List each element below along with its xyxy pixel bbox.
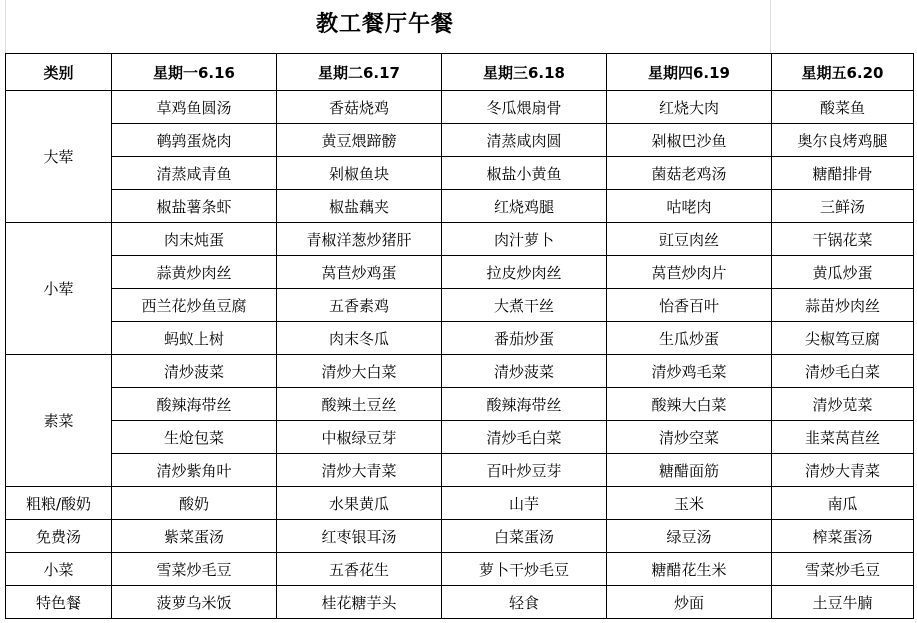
dish-cell: 糖醋排骨 bbox=[772, 157, 914, 190]
dish-cell: 清炒空菜 bbox=[607, 421, 772, 454]
dish-cell: 番茄炒蛋 bbox=[442, 322, 607, 355]
table-row bbox=[6, 256, 914, 289]
menu-table bbox=[5, 53, 914, 619]
table-row bbox=[6, 289, 914, 322]
header-cell-thursday: 星期四6.19 bbox=[607, 54, 772, 91]
dish-cell: 酸辣海带丝 bbox=[442, 388, 607, 421]
table-row bbox=[6, 157, 914, 190]
dish-cell: 黄瓜炒蛋 bbox=[772, 256, 914, 289]
dish-cell: 生瓜炒蛋 bbox=[607, 322, 772, 355]
dish-cell: 清炒毛白菜 bbox=[772, 355, 914, 388]
dish-cell: 五香素鸡 bbox=[277, 289, 442, 322]
dish-cell: 清蒸咸青鱼 bbox=[112, 157, 277, 190]
dish-cell: 剁椒巴沙鱼 bbox=[607, 124, 772, 157]
header-cell-category: 类别 bbox=[6, 54, 112, 91]
table-row bbox=[6, 190, 914, 223]
dish-cell: 蒜黄炒肉丝 bbox=[112, 256, 277, 289]
table-row bbox=[6, 223, 914, 256]
dish-cell: 清炒大青菜 bbox=[277, 454, 442, 487]
page-title: 教工餐厅午餐 bbox=[315, 12, 454, 37]
table-row bbox=[6, 454, 914, 487]
dish-cell: 清炒大白菜 bbox=[277, 355, 442, 388]
dish-cell: 玉米 bbox=[607, 487, 772, 520]
title-gridline-right bbox=[770, 0, 771, 53]
dish-cell: 奥尔良烤鸡腿 bbox=[772, 124, 914, 157]
dish-cell: 白菜蛋汤 bbox=[442, 520, 607, 553]
dish-cell: 椒盐藕夹 bbox=[277, 190, 442, 223]
dish-cell: 酸辣土豆丝 bbox=[277, 388, 442, 421]
category-cell: 免费汤 bbox=[6, 520, 112, 553]
dish-cell: 干锅花菜 bbox=[772, 223, 914, 256]
dish-cell: 萝卜干炒毛豆 bbox=[442, 553, 607, 586]
category-cell: 粗粮/酸奶 bbox=[6, 487, 112, 520]
dish-cell: 五香花生 bbox=[277, 553, 442, 586]
dish-cell: 剁椒鱼块 bbox=[277, 157, 442, 190]
category-cell: 小菜 bbox=[6, 553, 112, 586]
dish-cell: 生炝包菜 bbox=[112, 421, 277, 454]
dish-cell: 清炒大青菜 bbox=[772, 454, 914, 487]
dish-cell: 椒盐薯条虾 bbox=[112, 190, 277, 223]
dish-cell: 拉皮炒肉丝 bbox=[442, 256, 607, 289]
dish-cell: 椒盐小黄鱼 bbox=[442, 157, 607, 190]
dish-cell: 清蒸咸肉圆 bbox=[442, 124, 607, 157]
dish-cell: 肉末炖蛋 bbox=[112, 223, 277, 256]
dish-cell: 糖醋花生米 bbox=[607, 553, 772, 586]
dish-cell: 百叶炒豆芽 bbox=[442, 454, 607, 487]
table-row bbox=[6, 520, 914, 553]
dish-cell: 山芋 bbox=[442, 487, 607, 520]
dish-cell: 香菇烧鸡 bbox=[277, 91, 442, 124]
dish-cell: 清炒苋菜 bbox=[772, 388, 914, 421]
dish-cell: 蒜苗炒肉丝 bbox=[772, 289, 914, 322]
dish-cell: 韭菜莴苣丝 bbox=[772, 421, 914, 454]
category-cell: 大荤 bbox=[6, 91, 112, 223]
dish-cell: 肉汁萝卜 bbox=[442, 223, 607, 256]
dish-cell: 怡香百叶 bbox=[607, 289, 772, 322]
dish-cell: 黄豆煨蹄髈 bbox=[277, 124, 442, 157]
dish-cell: 清炒紫角叶 bbox=[112, 454, 277, 487]
table-row bbox=[6, 124, 914, 157]
dish-cell: 豇豆肉丝 bbox=[607, 223, 772, 256]
dish-cell: 草鸡鱼圆汤 bbox=[112, 91, 277, 124]
header-cell-tuesday: 星期二6.17 bbox=[277, 54, 442, 91]
dish-cell: 清炒菠菜 bbox=[442, 355, 607, 388]
dish-cell: 红烧大肉 bbox=[607, 91, 772, 124]
dish-cell: 清炒毛白菜 bbox=[442, 421, 607, 454]
header-row bbox=[6, 54, 914, 91]
dish-cell: 土豆牛腩 bbox=[772, 586, 914, 619]
dish-cell: 蚂蚁上树 bbox=[112, 322, 277, 355]
dish-cell: 紫菜蛋汤 bbox=[112, 520, 277, 553]
dish-cell: 雪菜炒毛豆 bbox=[112, 553, 277, 586]
dish-cell: 酸辣海带丝 bbox=[112, 388, 277, 421]
table-row bbox=[6, 421, 914, 454]
category-cell: 特色餐 bbox=[6, 586, 112, 619]
dish-cell: 酸菜鱼 bbox=[772, 91, 914, 124]
dish-cell: 菌菇老鸡汤 bbox=[607, 157, 772, 190]
table-row bbox=[6, 91, 914, 124]
dish-cell: 轻食 bbox=[442, 586, 607, 619]
header-cell-friday: 星期五6.20 bbox=[772, 54, 914, 91]
dish-cell: 鹌鹑蛋烧肉 bbox=[112, 124, 277, 157]
dish-cell: 冬瓜煨扇骨 bbox=[442, 91, 607, 124]
header-cell-monday: 星期一6.16 bbox=[112, 54, 277, 91]
dish-cell: 酸奶 bbox=[112, 487, 277, 520]
dish-cell: 中椒绿豆芽 bbox=[277, 421, 442, 454]
dish-cell: 红烧鸡腿 bbox=[442, 190, 607, 223]
dish-cell: 尖椒笃豆腐 bbox=[772, 322, 914, 355]
dish-cell: 清炒鸡毛菜 bbox=[607, 355, 772, 388]
dish-cell: 大煮干丝 bbox=[442, 289, 607, 322]
dish-cell: 莴苣炒肉片 bbox=[607, 256, 772, 289]
category-cell: 小荤 bbox=[6, 223, 112, 355]
dish-cell: 南瓜 bbox=[772, 487, 914, 520]
table-row bbox=[6, 487, 914, 520]
dish-cell: 三鲜汤 bbox=[772, 190, 914, 223]
dish-cell: 桂花糖芋头 bbox=[277, 586, 442, 619]
dish-cell: 酸辣大白菜 bbox=[607, 388, 772, 421]
table-row bbox=[6, 322, 914, 355]
dish-cell: 西兰花炒鱼豆腐 bbox=[112, 289, 277, 322]
dish-cell: 绿豆汤 bbox=[607, 520, 772, 553]
dish-cell: 红枣银耳汤 bbox=[277, 520, 442, 553]
dish-cell: 菠萝乌米饭 bbox=[112, 586, 277, 619]
dish-cell: 青椒洋葱炒猪肝 bbox=[277, 223, 442, 256]
dish-cell: 水果黄瓜 bbox=[277, 487, 442, 520]
table-row bbox=[6, 388, 914, 421]
table-row bbox=[6, 553, 914, 586]
dish-cell: 糖醋面筋 bbox=[607, 454, 772, 487]
dish-cell: 莴苣炒鸡蛋 bbox=[277, 256, 442, 289]
header-cell-wednesday: 星期三6.18 bbox=[442, 54, 607, 91]
dish-cell: 榨菜蛋汤 bbox=[772, 520, 914, 553]
dish-cell: 炒面 bbox=[607, 586, 772, 619]
table-row bbox=[6, 586, 914, 619]
dish-cell: 雪菜炒毛豆 bbox=[772, 553, 914, 586]
category-cell: 素菜 bbox=[6, 355, 112, 487]
dish-cell: 清炒菠菜 bbox=[112, 355, 277, 388]
dish-cell: 咕咾肉 bbox=[607, 190, 772, 223]
table-row bbox=[6, 355, 914, 388]
dish-cell: 肉末冬瓜 bbox=[277, 322, 442, 355]
